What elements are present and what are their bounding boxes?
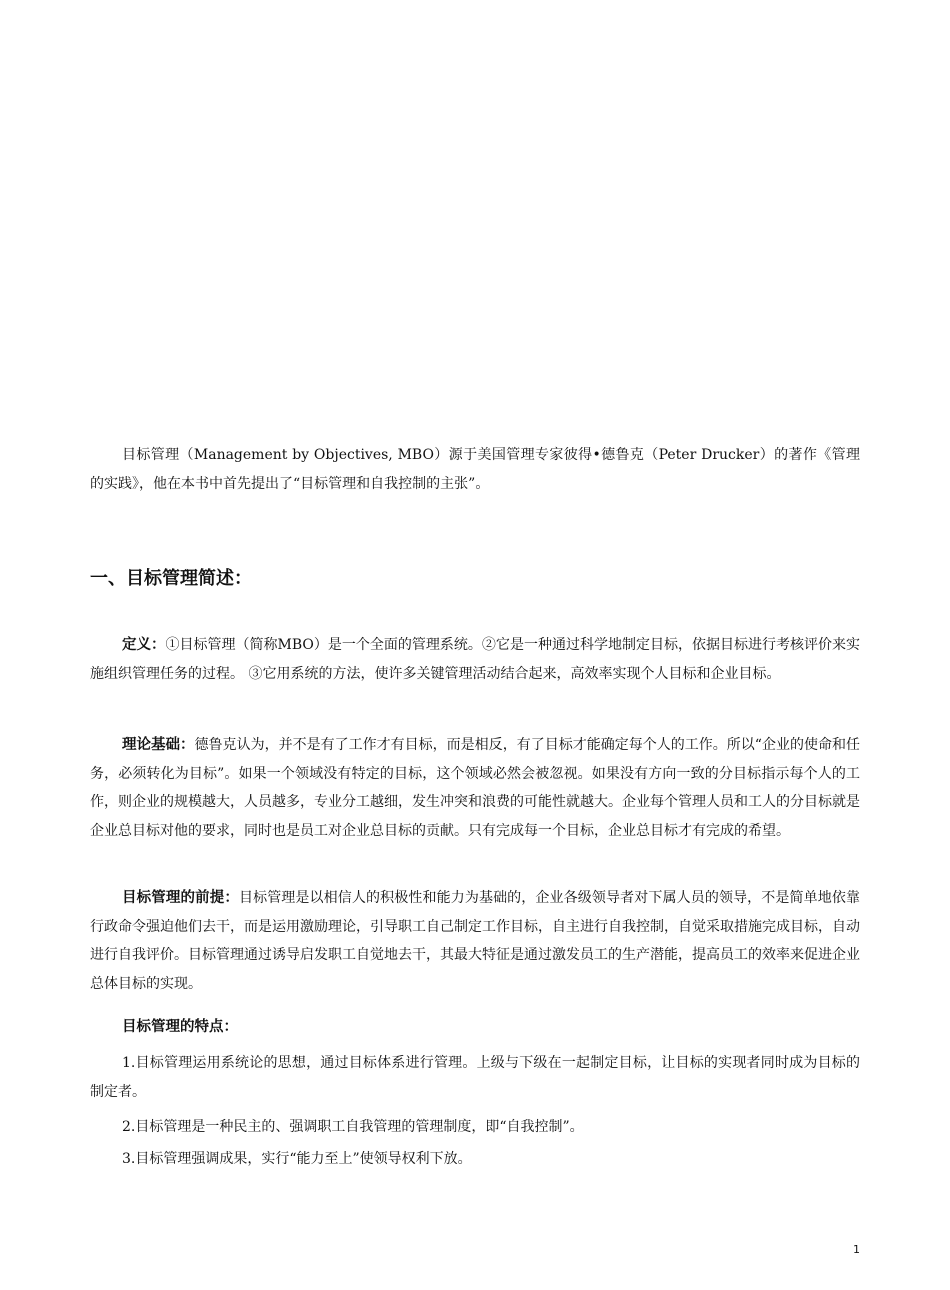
theory-text: 德鲁克认为，并不是有了工作才有目标，而是相反，有了目标才能确定每个人的工作。所以“企业的使命和任务，必须转化为目标”。如果一个领域没有特定的目标，这个领域必然会被忽视。如果没有方向一致的分目标指示每个人的工作，则企业的规模越大，人员越多，专业分工越细，发生冲突和浪费的可能性就越大。企业每个管理人员和工人的分目标就是企业总目标对他的要求，同时也是员工对企业总目标的贡献。只有完成每一个目标，企业总目标才有完成的希望。 (90, 737, 861, 839)
definition-text: ①目标管理（简称MBO）是一个全面的管理系统。②它是一种通过科学地制定目标，依据目标进行考核评价来实施组织管理任务的过程。 ③它用系统的方法，使许多关键管理活动结合起来，高效率实现个人目标和企业目标。 (90, 637, 861, 682)
intro-paragraph: 目标管理（Management by Objectives, MBO）源于美国管理专家彼得•德鲁克（Peter Drucker）的著作《管理的实践》，他在本书中首先提出了“目标管理和自我控制的主张”。 (90, 447, 860, 492)
definition-paragraph (90, 631, 860, 688)
page-number: 1 (853, 1243, 860, 1256)
features-label: 目标管理的特点： (122, 1019, 238, 1035)
section-heading: 一、目标管理简述： (90, 568, 252, 589)
feature-item: 1.目标管理运用系统论的思想，通过目标体系进行管理。上级与下级在一起制定目标，让目标的实现者同时成为目标的制定者。 (90, 1055, 860, 1100)
feature-item: 2.目标管理是一种民主的、强调职工自我管理的管理制度，即“自我控制”。 (122, 1119, 584, 1135)
premise-text: 目标管理是以相信人的积极性和能力为基础的，企业各级领导者对下属人员的领导，不是简单地依靠行政命令强迫他们去干，而是运用激励理论，引导职工自己制定工作目标，自主进行自我控制，自觉采取措施完成目标，自动进行自我评价。目标管理通过诱导启发职工自觉地去干，其最大特征是通过激发员工的生产潜能，提高员工的效率来促进企业总体目标的实现。 (90, 890, 861, 992)
theory-label: 理论基础： (122, 737, 195, 753)
theory-paragraph (90, 731, 860, 845)
definition-label: 定义： (122, 637, 166, 653)
premise-label: 目标管理的前提： (122, 890, 239, 906)
premise-paragraph (90, 884, 860, 998)
features-heading (90, 1013, 860, 1042)
feature-item: 3.目标管理强调成果，实行“能力至上”使领导权利下放。 (122, 1151, 472, 1167)
